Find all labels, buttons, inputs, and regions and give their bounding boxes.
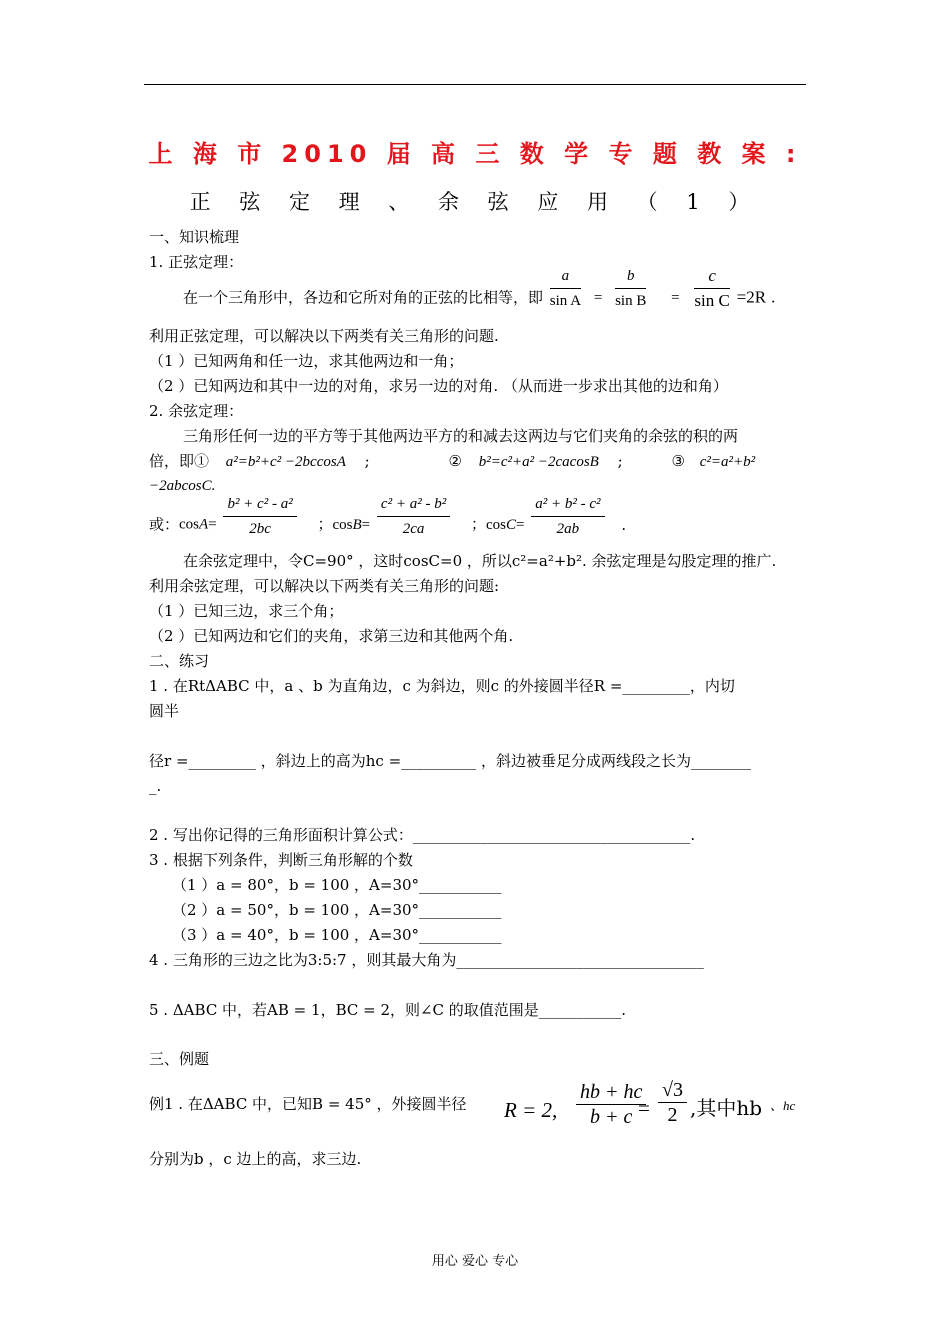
fraction-b-sinB: $\frac{b}{\text{sin B}}$ [615,268,647,309]
cosine-problem-2: （2 ）已知两边和它们的夹角，求第三边和其他两个角. [149,627,514,645]
exercise-1-line-3: 径r =_________ ，斜边上的高为hc =__________ ，斜边被垂足分成两线段之长为________ [149,752,751,770]
fraction-a-sinA: $\frac{a}{\text{sin A}}$ [549,268,582,309]
exercise-1-line-4: _. [149,777,162,795]
page-subtitle: 正 弦 定 理 、 余 弦 应 用 （ 1 ） [189,190,761,214]
section-heading-2: 二、练习 [149,652,210,670]
example-1-sqrt3-over-2: $\frac{√3}{2}$ [656,1080,689,1125]
cosine-pythagoras: 在余弦定理中，令C=90° ，这时cosC=0 ，所以c²=a²+b². 余弦定理是勾股定理的推广. [183,552,777,570]
cosine-use: 利用余弦定理，可以解决以下两类有关三角形的问题: [149,577,500,595]
example-1-line-1: 例1 . 在ΔABC 中，已知B = 45° ，外接圆半径 [149,1095,467,1113]
section-heading-3: 三、例题 [149,1050,210,1068]
cosine-formula-a: a²=b²+c² −2bccosA [225,454,346,470]
example-1-R: R = 2, [504,1098,558,1122]
cosine-formula-b: b²=c²+a² −2cacosB [478,454,599,470]
sine-use: 利用正弦定理，可以解决以下两类有关三角形的问题. [149,327,499,345]
exercise-3: 3 . 根据下列条件，判断三角形解的个数 [149,851,413,869]
page-title: 上 海 市 2010 届 高 三 数 学 专 题 教 案 : [148,140,802,168]
cosine-formula-c-tail: −2abcosC. [149,478,216,494]
fraction-c-sinC: $\frac{c}{\text{sin C}}$ [694,266,730,310]
exercise-3-case-3: （3 ）a = 40°，b = 100 ，A=30°___________ [172,926,502,944]
fraction-cosB: $\frac{\text{c² + a² - b²}}{2ca}$ [377,494,450,539]
exercise-5: 5 . ΔABC 中，若AB = 1，BC = 2，则∠C 的取值范围是___________. [149,1001,627,1019]
exercise-3-case-1: （1 ）a = 80°，b = 100 ，A=30°___________ [172,876,502,894]
fraction-cosA: $\frac{\text{b² + c² - a²}}{2bc}$ [223,494,296,539]
sine-problem-1: （1 ）已知两角和任一边，求其他两边和一角； [149,352,464,370]
sine-intro: 在一个三角形中，各边和它所对角的正弦的比相等，即 [183,288,544,307]
cosine-formula-c: c²=a²+b² [699,454,756,470]
example-1-fraction: $\frac{hb + hc}{b + c}$ [574,1082,648,1127]
subsection-sine: 1. 正弦定理： [149,253,244,271]
sine-problem-2: （2 ）已知两边和其中一边的对角，求另一边的对角. （从而进一步求出其他的边和角） [149,377,728,395]
sine-equals-2R: =2R [736,287,767,307]
example-1-line-2: 分别为b ，c 边上的高，求三边. [149,1150,362,1168]
exercise-1-line-2: 圆半 [149,702,180,720]
example-1-hc: 、hc [770,1098,796,1113]
cosine-formulas-line: 倍，即① a²=b²+c² −2bccosA ; ② b²=c²+a² −2cacosB ; ③ c²=a²+b² [149,452,756,470]
example-1-tail: ,其中hb [690,1096,763,1120]
exercise-3-case-2: （2 ）a = 50°，b = 100 ，A=30°___________ [172,901,502,919]
exercise-2: 2 . 写出你记得的三角形面积计算公式：_____________________________________. [149,826,696,844]
sine-law-line: 在一个三角形中，各边和它所对角的正弦的比相等，即 $\frac{a}{\text{sin A}}$ = $\frac{b}{\text{sin B}}$ = $\frac{c}{\text{sin C}}$ =2R . [183,266,776,310]
fraction-cosC: $\frac{\text{a² + b² - c²}}{2ab}$ [531,494,604,539]
cosine-intro-1: 三角形任何一边的平方等于其他两边平方的和减去这两边与它们夹角的余弦的积的两 [183,427,739,445]
top-rule [144,84,806,85]
page-footer: 用心 爱心 专心 [431,1254,519,1269]
exercise-1-line-1: 1 . 在RtΔABC 中，a 、b 为直角边，c 为斜边，则c 的外接圆半径R =_________，内切 [149,677,735,695]
cosine-problem-1: （1 ）已知三边，求三个角； [149,602,344,620]
subsection-cosine: 2. 余弦定理： [149,402,244,420]
exercise-4: 4 . 三角形的三边之比为3:5:7 ，则其最大角为_________________________________ [149,951,704,969]
section-heading-1: 一、知识梳理 [149,228,240,246]
cosine-fraction-line: 或：cosA= $\frac{\text{b² + c² - a²}}{2bc}$ ；cosB= $\frac{\text{c² + a² - b²}}{2ca}$ ；cosC= $\frac{\text{a² + b² - c²}}{2ab}$ . [149,496,627,537]
